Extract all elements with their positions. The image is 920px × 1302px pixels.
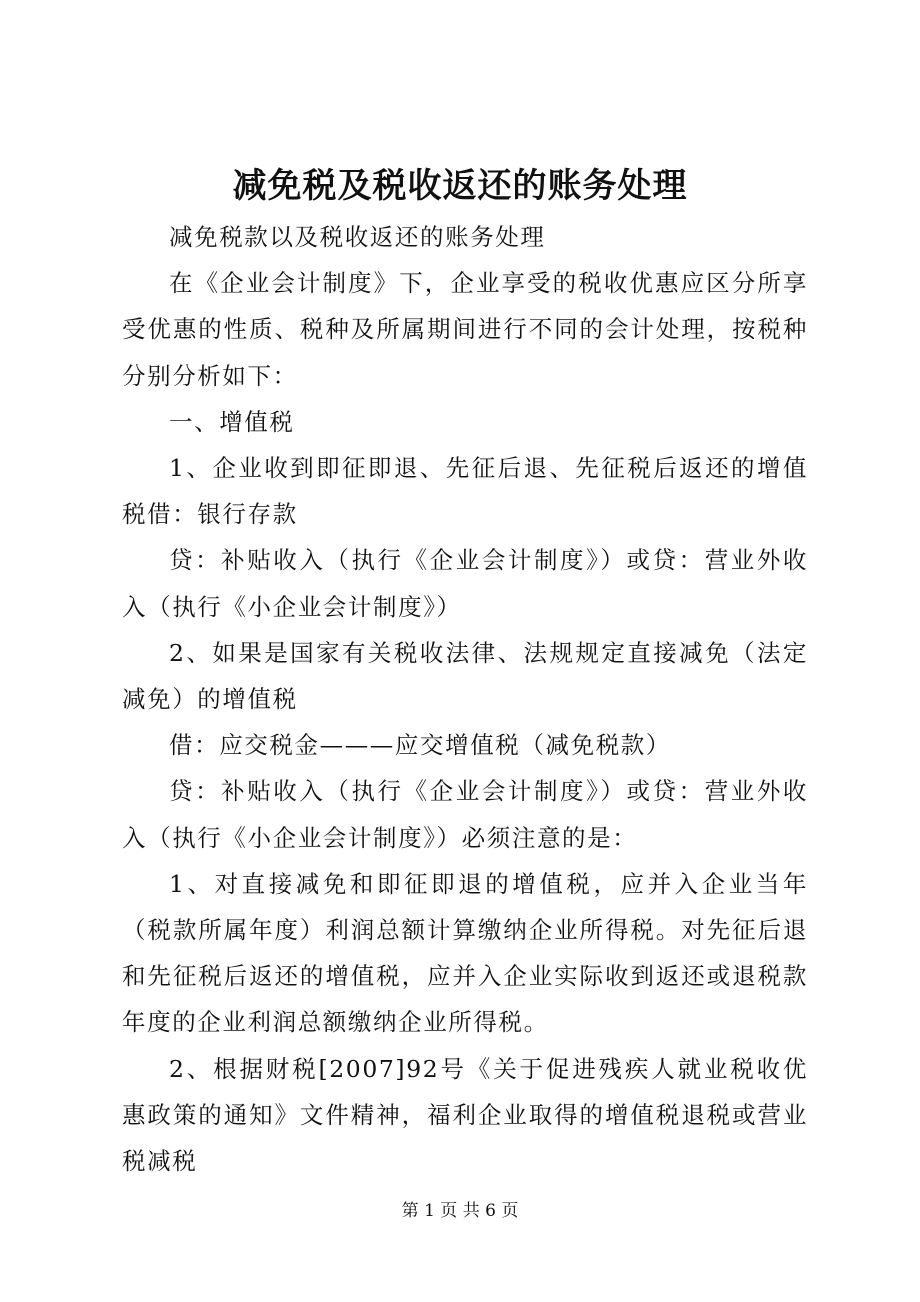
- document-title: 减免税及税收返还的账务处理: [232, 166, 688, 206]
- paragraph-intro: 在《企业会计制度》下，企业享受的税收优惠应区分所享受优惠的性质、税种及所属期间进行不同的会计处理，按税种分别分析如下：: [122, 269, 808, 390]
- page-footer: 第 1 页 共 6 页: [401, 1201, 519, 1221]
- paragraph-debit-2: 借：应交税金———应交增值税（减免税款）: [169, 731, 671, 760]
- paragraph-item-1: 1、企业收到即征即退、先征后退、先征税后返还的增值税借：银行存款: [122, 454, 808, 529]
- paragraph-subtitle: 减免税款以及税收返还的账务处理: [169, 223, 546, 251]
- paragraph-credit-2: 贷：补贴收入（执行《企业会计制度》）或贷：营业外收入（执行《小企业会计制度》）必须注意的是：: [122, 777, 808, 852]
- document-body: [122, 214, 808, 1184]
- paragraph-note-2: 2、根据财税[2007]92号《关于促进残疾人就业税收优惠政策的通知》文件精神，福利企业取得的增值税退税或营业税减税: [122, 1054, 808, 1176]
- section-heading-vat: 一、增值税: [169, 407, 295, 436]
- paragraph-credit-1: 贷：补贴收入（执行《企业会计制度》）或贷：营业外收入（执行《小企业会计制度》）: [122, 546, 808, 621]
- paragraph-note-1: 1、对直接减免和即征即退的增值税，应并入企业当年（税款所属年度）利润总额计算缴纳企业所得税。对先征后退和先征税后返还的增值税，应并入企业实际收到返还或退税款年度的企业利润总额缴纳企业所得税。: [122, 869, 808, 1037]
- paragraph-item-2: 2、如果是国家有关税收法律、法规规定直接减免（法定减免）的增值税: [122, 638, 808, 714]
